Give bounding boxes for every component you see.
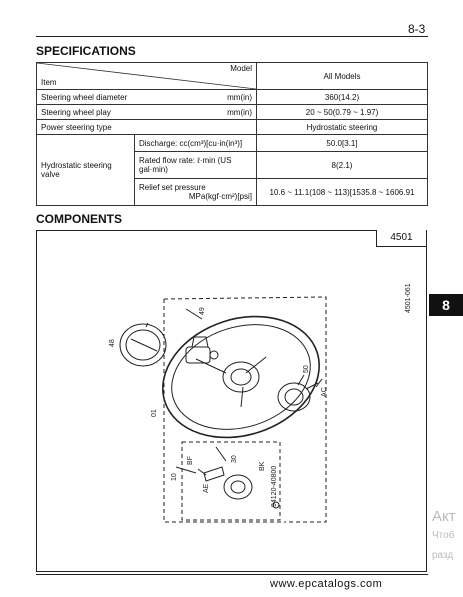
item-label: Item <box>41 78 57 87</box>
steering-wheel-icon <box>147 297 335 457</box>
watermark-line: разд <box>432 550 454 561</box>
components-heading: COMPONENTS <box>36 212 123 226</box>
label-BF: BF <box>187 456 194 465</box>
section-tab: 8 <box>429 294 463 316</box>
steering-wheel-exploded-diagram <box>36 247 427 571</box>
param-value: 50.0[3.1] <box>257 135 428 152</box>
row-unit: mm(in) <box>227 92 252 102</box>
watermark-line: Акт <box>432 508 456 525</box>
row-item: Power steering type <box>41 122 112 132</box>
row-value: Hydrostatic steering <box>257 120 428 135</box>
label-49: 49 <box>199 307 206 315</box>
label-AE: AE <box>203 483 210 493</box>
label-01: 01 <box>151 409 158 417</box>
table-row <box>37 90 428 105</box>
diagram-id: 4501 <box>376 230 427 247</box>
shaft-bolt-icon <box>198 467 224 481</box>
row-value: 360(14.2) <box>257 90 428 105</box>
assembly-boundary-lower <box>164 299 286 522</box>
all-models-header: All Models <box>257 63 428 90</box>
shaft-subassembly-box <box>182 442 280 520</box>
row-value: 20 ~ 50(0.79 ~ 1.97) <box>257 105 428 120</box>
drawing-code: 4501-061 <box>405 283 412 313</box>
row-unit: mm(in) <box>227 107 252 117</box>
specifications-table <box>36 62 428 206</box>
label-48: 48 <box>109 339 116 347</box>
param-unit: MPa(kgf·cm²)[psi] <box>188 192 252 201</box>
horn-cap-icon <box>120 324 166 366</box>
row-item: Steering wheel play <box>41 107 111 117</box>
diagonal-line <box>37 63 256 89</box>
page-number: 8-3 <box>408 22 426 36</box>
label-AC: AC <box>321 387 328 397</box>
label-30: 30 <box>231 455 238 463</box>
param-name: Rated flow rate: <box>139 156 196 165</box>
table-row <box>37 105 428 120</box>
label-part-code: 94120-40800 <box>271 465 278 507</box>
param-value: 8(2.1) <box>257 152 428 179</box>
label-10: 10 <box>171 473 178 481</box>
param-value: 10.6 ~ 11.1(108 ~ 113)[1535.8 ~ 1606.91 <box>257 179 428 206</box>
row-item: Steering wheel diameter <box>41 92 128 102</box>
watermark-line: Чтоб <box>432 530 455 541</box>
param-name: Discharge: <box>139 138 178 148</box>
table-row <box>37 135 428 152</box>
table-header-cell <box>37 63 257 90</box>
valve-group-label: Hydrostatic steering valve <box>37 135 135 206</box>
footer-rule <box>36 574 428 575</box>
website-link[interactable]: www.epcatalogs.com <box>270 578 383 590</box>
param-unit: ℓ·min (US gal·min) <box>139 156 232 174</box>
model-label: Model <box>230 64 252 73</box>
label-50: 50 <box>303 365 310 373</box>
header-rule <box>36 36 428 37</box>
param-name: Relief set pressure <box>139 183 206 192</box>
param-unit: cc(cm³)[cu·in(in³)] <box>179 138 243 148</box>
label-BK: BK <box>259 461 266 471</box>
table-row <box>37 120 428 135</box>
specifications-heading: SPECIFICATIONS <box>36 44 136 58</box>
